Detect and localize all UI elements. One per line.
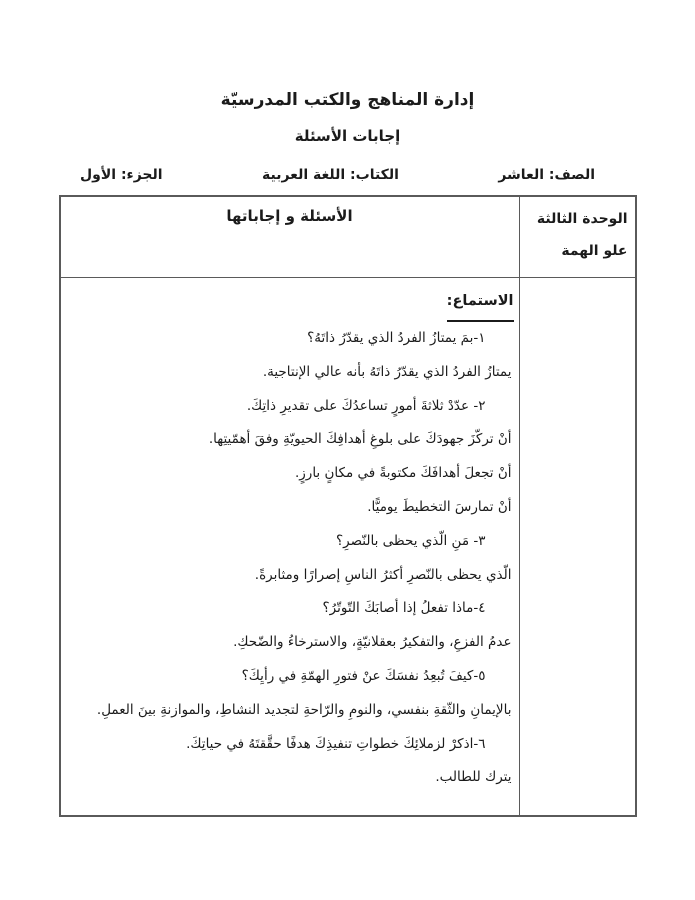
question-line: ٣- مَنِ الّذي يحظى بالنّصرِ؟ — [335, 532, 486, 549]
qa-lines — [67, 322, 514, 795]
section-title: الاستماع: — [67, 285, 514, 322]
meta-part: الجزء: الأول — [80, 167, 163, 183]
document-subtitle: إجابات الأسئلة — [294, 127, 401, 145]
question-line: ٢- عدّدْ ثلاثةَ أمورٍ تساعدُكَ على تقديرِ ذاتِكَ. — [246, 397, 486, 414]
answer-line: أنْ تركّزَ جهودَكَ على بلوغِ أهدافِكَ الحيويّةِ وفقَ أهمّيتِها. — [208, 431, 512, 448]
qa-body-cell — [60, 278, 520, 817]
table-header-row — [60, 196, 636, 278]
unit-title: الوحدة الثالثة — [536, 211, 628, 227]
question-line: ٥-كيفَ تُبعِدُ نفسَكَ عنْ فتورِ الهمّةِ في رأيِكَ؟ — [241, 667, 486, 684]
answer-line: يمتازُ الفردُ الذي يقدّرُ ذاتَهُ بأنه عالي الإنتاجية. — [262, 363, 512, 380]
document-header — [0, 0, 695, 183]
answer-line: أنْ تمارسَ التخطيطَ يوميًّا. — [367, 498, 512, 515]
questions-header-label: الأسئلة و إجاباتها — [226, 207, 353, 225]
answer-line: يترك للطالب. — [435, 769, 512, 786]
unit-header-cell — [519, 196, 636, 278]
meta-row — [0, 167, 695, 183]
unit-subtitle: علو الهمة — [561, 243, 628, 259]
answer-line: بالإيمانِ والثّقةِ بنفسي، والنومِ والرّاحةِ لتجديد النشاطِ، والموازنةِ بينَ العملِ. — [96, 701, 512, 718]
unit-body-cell — [519, 278, 636, 817]
meta-grade: الصف: العاشر — [498, 167, 595, 183]
answer-line: الّذي يحظى بالنّصرِ أكثرُ الناسِ إصرارًا ومثابرةً. — [254, 566, 512, 583]
answer-line: عدمُ الفزعِ، والتفكيرُ بعقلانيّةٍ، والاسترخاءُ والضّحكِ. — [233, 634, 512, 651]
table-body-row — [60, 278, 636, 817]
document-title: إدارة المناهج والكتب المدرسيّة — [220, 90, 475, 110]
meta-book: الكتاب: اللغة العربية — [262, 167, 399, 183]
question-line: ١-بمَ يمتازُ الفردُ الذي يقدّرُ ذاتَهُ؟ — [307, 330, 486, 346]
answer-line: أنْ تجعلَ أهدافَكَ مكتوبةً في مكانٍ بارزٍ. — [294, 465, 512, 482]
question-line: ٦-اذكرْ لزملائِكَ خطواتِ تنفيذِكَ هدفًا حقَّقتَهُ في حياتِكَ. — [186, 735, 486, 752]
qa-table — [59, 195, 637, 817]
questions-header-cell — [60, 196, 520, 278]
question-line: ٤-ماذا تفعلُ إذا أصابَكَ التّوتّرُ؟ — [322, 600, 486, 617]
